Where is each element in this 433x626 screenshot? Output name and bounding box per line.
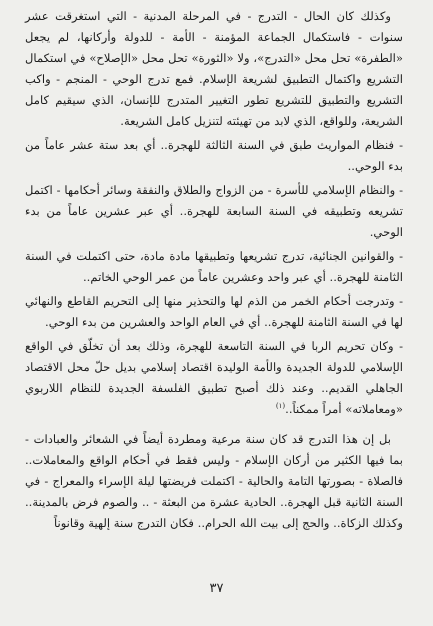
page-number: ٣٧ bbox=[209, 581, 224, 596]
paragraph-text: بل إن هذا التدرج قد كان سنة مرعية ومطردة أيضاً في الشعائر والعبادات - بما فيها الكثير من أركان الإسلام - وليس فقط في أحكام الواقع والمعاملات.. فالصلاة - بصورتها التامة والحالية - اكتملت فريضتها ليلة الإسراء والمعراج - في السنة الثانية قبل الهجرة.. الحادية عشرة من البعثة - .. والصوم فرض بالمدينة.. وكذلك الزكاة.. والحج إلى بيت الله الحرام.. فكان التدرج سنة إلهية وقانوناً bbox=[25, 432, 403, 530]
paragraph-usury bbox=[25, 336, 403, 420]
paragraph-text: - وكان تحريم الربا في السنة التاسعة للهجرة، وذلك بعد أن تخلّق في الواقع الإسلامي للدولة الجديدة والأمة الوليدة اقتصاد إسلامي بديل حلّ محل الاقتصاد الجاهلي القديم.. وعند ذلك أصبح تطبيق الفلسفة الجديدة للنظام اللاربوي «ومعاملاته» أمراً ممكناً.. bbox=[25, 339, 403, 416]
paragraph-family-law bbox=[25, 180, 403, 243]
paragraph-text: - وتدرجت أحكام الخمر من الذم لها والتحذير منها إلى التحريم القاطع والنهائي لها في السنة الثامنة للهجرة.. أي في العام الواحد والعشرين من بدء الوحي. bbox=[25, 294, 403, 329]
paragraph-worship bbox=[25, 429, 403, 534]
paragraph-alcohol bbox=[25, 291, 403, 333]
paragraph-text: - والقوانين الجنائية، تدرج تشريعها وتطبيقها مادة مادة، حتى اكتملت في السنة الثامنة للهجرة.. أي عبر واحد وعشرين عاماً من عمر الوحي الخاتم.. bbox=[25, 249, 403, 284]
paragraph-text: - والنظام الإسلامي للأسرة - من الزواج والطلاق والنفقة وسائر أحكامها - اكتمل تشريعه وتطبيقه في السنة السابعة للهجرة.. أي عبر عشرين عاماً من بدء الوحي. bbox=[25, 183, 403, 239]
paragraph-criminal-law bbox=[25, 246, 403, 288]
footnote-marker: (١) bbox=[275, 402, 286, 411]
paragraph-intro bbox=[25, 6, 403, 132]
paragraph-text: - فنظام المواريث طبق في السنة الثالثة للهجرة.. أي بعد ستة عشر عاماً من بدء الوحي.. bbox=[25, 138, 403, 173]
paragraph-text: وكذلك كان الحال - التدرج - في المرحلة المدنية - التي استغرقت عشر سنوات - فاستكمال الجماعة المؤمنة - الأمة - للدولة وأركانها، لم يجعل «الطفرة» تحل محل «التدرج»، ولا «الثورة» تحل محل «الإصلاح» في استكمال التشريع واكتمال التطبيق لشريعة الإسلام. فمع تدرج الوحي - المنجم - واكب التشريع والتطبيق للتشريع تطور التغيير المتدرج للإنسان، الذي سيقيم كامل الشريعة، وللواقع، الذي لابد من تهيئته لتنزيل كامل الشريعة. bbox=[25, 9, 403, 128]
paragraph-inheritance bbox=[25, 135, 403, 177]
